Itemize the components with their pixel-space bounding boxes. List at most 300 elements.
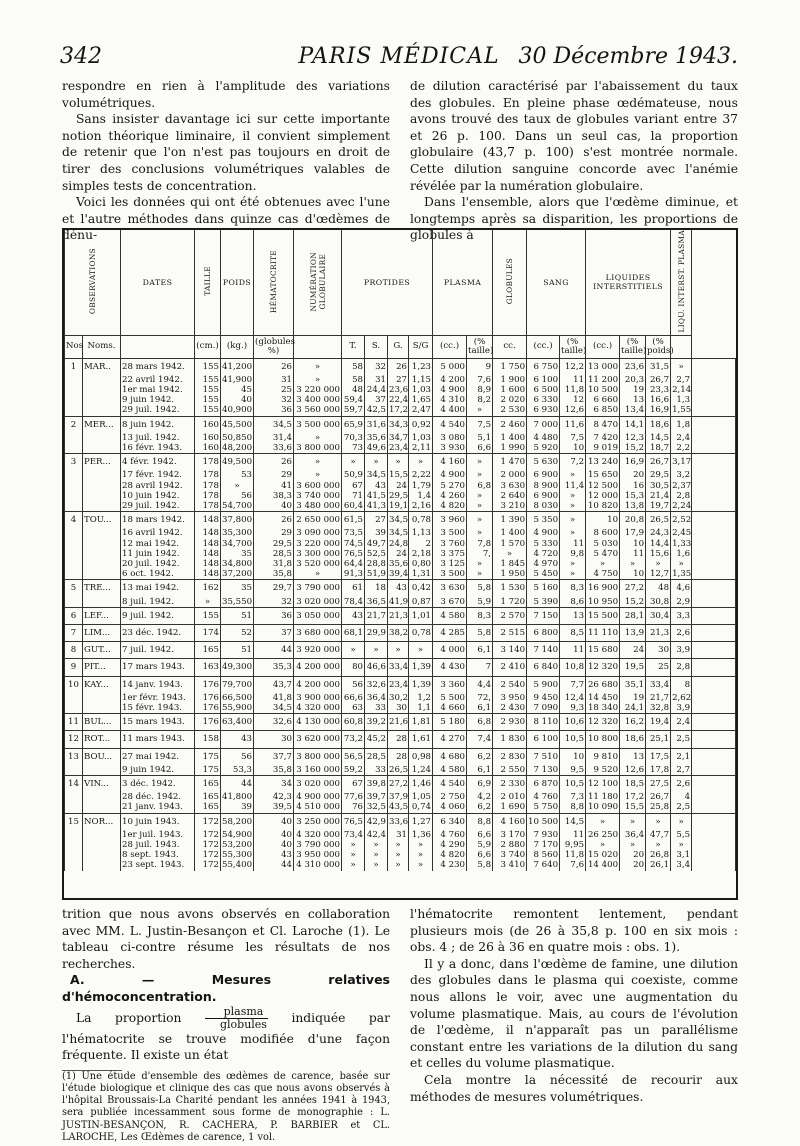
value-cell: 12,6 — [620, 765, 646, 776]
observation-number — [65, 549, 83, 559]
value-cell: 19,5 — [620, 659, 646, 676]
value-cell: 20,8 — [620, 512, 646, 529]
value-cell: 1,3 — [671, 395, 692, 405]
value-cell: 44 — [254, 860, 294, 870]
value-cell: 4 130 000 — [294, 714, 342, 731]
value-cell: 39,2 — [365, 714, 388, 731]
value-cell: 28 — [388, 731, 409, 748]
value-cell: 19,7 — [646, 501, 671, 512]
value-cell: 1 400 — [493, 433, 527, 443]
value-cell: 1,2 — [409, 693, 433, 703]
value-cell: 8 560 — [527, 850, 560, 860]
value-cell: 32 — [254, 597, 294, 608]
table-row — [65, 850, 736, 860]
value-cell: 6,1 — [467, 765, 493, 776]
value-cell: » — [409, 850, 433, 860]
value-cell: 34,5 — [389, 528, 409, 539]
empty-cell — [692, 501, 736, 512]
value-cell: 27,2 — [388, 776, 409, 793]
value-cell: 2,11 — [409, 443, 433, 454]
value-cell: 79,700 — [221, 676, 254, 693]
value-cell: 6,6 — [467, 443, 493, 454]
value-cell: 4 310 — [433, 395, 467, 405]
value-cell: 0,87 — [409, 597, 433, 608]
value-cell: 40 — [254, 830, 294, 840]
value-cell: » — [671, 813, 692, 830]
value-cell: » — [388, 642, 409, 659]
value-cell: 16 900 — [586, 580, 620, 597]
value-cell: 1,46 — [409, 776, 433, 793]
value-cell: 91,3 — [342, 569, 365, 580]
observation-number — [65, 840, 83, 850]
value-cell: 1 570 — [493, 539, 527, 549]
value-cell: » — [365, 860, 388, 870]
value-cell: 6 930 — [527, 405, 560, 416]
value-cell: 35,550 — [222, 596, 253, 607]
table-row — [65, 358, 736, 375]
value-cell: 7 930 — [527, 830, 560, 840]
observation-number: 3 — [65, 454, 83, 471]
subheader-cell: (cc.) — [527, 335, 560, 358]
patient-name — [83, 433, 121, 443]
page-number: 342 — [60, 44, 102, 69]
value-cell: 26 680 — [586, 676, 620, 693]
value-cell: 53 — [221, 470, 254, 480]
patient-name: KAY... — [83, 676, 121, 693]
value-cell: 35,8 — [254, 569, 294, 580]
value-cell: 9,5 — [560, 765, 586, 776]
empty-cell — [692, 433, 736, 443]
value-cell: 7 130 — [527, 765, 560, 776]
value-cell: 49,7 — [365, 539, 388, 549]
value-cell: 178 — [195, 501, 221, 512]
value-cell: 2,5 — [671, 731, 692, 748]
value-cell: 11,4 — [560, 481, 586, 491]
value-cell: 3 140 — [493, 642, 527, 659]
value-cell: 160 — [195, 416, 221, 433]
value-cell: 15 680 — [586, 642, 620, 659]
value-cell: 10 090 — [586, 802, 620, 813]
value-cell: 65,9 — [342, 416, 365, 433]
value-cell: 1,01 — [409, 607, 433, 624]
value-cell: 6 100 — [527, 375, 560, 385]
value-cell: 4 310 000 — [294, 860, 342, 870]
value-cell: 42,5 — [365, 405, 388, 416]
date-cell: 16 févr. 1943. — [121, 443, 195, 454]
value-cell: 7,8 — [467, 539, 493, 549]
value-cell: 36 — [254, 607, 294, 624]
value-cell: 3 050 000 — [294, 607, 342, 624]
value-cell: 2,37 — [672, 480, 692, 491]
value-cell: 9 019 — [586, 443, 620, 454]
patient-name: MAR.. — [83, 358, 121, 375]
value-cell: 176 — [195, 693, 221, 703]
value-cell: 14,5 — [646, 433, 671, 443]
value-cell: 2,8 — [671, 659, 692, 676]
empty-cell — [692, 443, 736, 454]
value-cell: » — [467, 491, 493, 501]
value-cell: 6 900 — [527, 470, 560, 480]
value-cell: 27 — [365, 512, 388, 529]
value-cell: 4 900 — [433, 385, 467, 395]
table-row — [65, 748, 736, 765]
empty-cell — [692, 405, 736, 416]
observation-number: 6 — [65, 607, 83, 624]
value-cell: 19,1 — [389, 500, 409, 511]
value-cell: 2 880 — [493, 840, 527, 850]
date-cell: 1er juil. 1943. — [121, 830, 195, 840]
value-cell: 4,6 — [671, 580, 692, 597]
patient-name: TOU... — [83, 512, 121, 529]
value-cell: 32,5 — [365, 802, 388, 813]
value-cell: 10 — [560, 748, 586, 765]
value-cell: 29 — [254, 528, 294, 538]
value-cell: 4 480 — [527, 433, 560, 443]
value-cell: 48,200 — [222, 442, 253, 453]
value-cell: 172 — [195, 850, 221, 860]
value-cell: 2 930 — [493, 714, 527, 731]
patient-name: LEF... — [83, 607, 121, 624]
observation-number — [65, 405, 83, 416]
value-cell: 4 000 — [433, 642, 467, 659]
empty-cell — [692, 454, 736, 471]
value-cell: 5,9 — [467, 597, 493, 608]
value-cell: 4 060 — [433, 802, 467, 813]
value-cell: 5,8 — [467, 860, 493, 870]
value-cell: 32 — [365, 358, 388, 375]
value-cell: 2 640 — [493, 491, 527, 501]
value-cell: 5 270 — [433, 481, 467, 491]
value-cell: 33,4 — [388, 659, 409, 676]
value-cell: 29,5 — [389, 490, 409, 501]
value-cell: » — [467, 569, 493, 580]
value-cell: 5 450 — [527, 569, 560, 580]
observation-number — [65, 375, 83, 385]
value-cell: 2 000 — [493, 470, 527, 480]
paragraph-start: La proportion — [76, 1010, 182, 1025]
value-cell: 8 600 — [586, 528, 620, 538]
value-cell: 172 — [195, 830, 221, 840]
value-cell: 32,6 — [365, 676, 388, 693]
value-cell: 4 540 — [433, 416, 467, 433]
value-cell: 36,4 — [620, 830, 646, 840]
value-cell: 45,2 — [365, 731, 388, 748]
value-cell: 39 — [221, 802, 254, 813]
value-cell: 23,4 — [389, 442, 409, 453]
empty-cell — [692, 776, 736, 793]
table-row — [65, 385, 736, 395]
value-cell: 22,4 — [389, 395, 409, 406]
value-cell: 48 — [646, 580, 671, 597]
value-cell: 43 — [365, 481, 388, 491]
value-cell: 15 500 — [586, 607, 620, 624]
empty-cell — [692, 748, 736, 765]
value-cell: 4 580 — [433, 765, 467, 776]
value-cell: 172 — [195, 813, 221, 830]
subheader-cell: (cm.) — [195, 335, 221, 358]
value-cell: » — [671, 840, 692, 850]
value-cell: 31,4 — [254, 433, 294, 443]
value-cell: 4 760 — [433, 830, 467, 840]
table-row — [65, 501, 736, 512]
section-heading: A. — Mesures relatives d'hémoconcentration. — [62, 972, 390, 1004]
value-cell: 5 500 — [433, 693, 467, 703]
observation-number — [65, 559, 83, 569]
value-cell: 155 — [195, 607, 221, 624]
value-cell: » — [294, 454, 342, 471]
value-cell: 6,1 — [467, 642, 493, 659]
observation-number — [65, 693, 83, 703]
value-cell: 25 — [254, 385, 294, 395]
value-cell: 10 500 — [586, 385, 620, 395]
value-cell: 61,5 — [342, 512, 365, 529]
observation-number — [65, 481, 83, 491]
value-cell: 2 530 — [493, 405, 527, 416]
value-cell: 39,8 — [365, 776, 388, 793]
value-cell: 3 500 — [433, 528, 467, 538]
table-row — [65, 539, 736, 549]
observation-number — [65, 597, 83, 608]
value-cell: 34,7 — [389, 432, 409, 443]
value-cell: 1,79 — [409, 481, 433, 491]
date-cell: 3 déc. 1942. — [121, 776, 195, 793]
value-cell: 12 500 — [586, 481, 620, 491]
value-cell: 3 400 000 — [294, 395, 342, 405]
value-cell: 10 820 — [586, 501, 620, 512]
value-cell: 15,5 — [620, 802, 646, 813]
value-cell: » — [671, 358, 692, 375]
value-cell: 51,9 — [365, 569, 388, 580]
subheader-cell — [121, 335, 195, 358]
subheader-cell: Nos — [65, 335, 83, 358]
empty-cell — [692, 416, 736, 433]
value-cell: 11 — [560, 375, 586, 385]
value-cell: 11 — [560, 642, 586, 659]
value-cell: 59,2 — [342, 765, 365, 776]
value-cell: 1,35 — [672, 569, 692, 580]
value-cell: 12 000 — [586, 491, 620, 501]
value-cell: » — [586, 840, 620, 850]
value-cell: 10 — [586, 512, 620, 529]
value-cell: 1,31 — [409, 569, 433, 580]
patient-name — [83, 385, 121, 395]
value-cell: 58,200 — [221, 813, 254, 830]
value-cell: 155 — [195, 385, 221, 395]
value-cell: 24 — [388, 481, 409, 491]
observation-number — [65, 433, 83, 443]
fraction — [205, 1006, 268, 1031]
patient-name — [83, 569, 121, 580]
value-cell: 7 420 — [586, 433, 620, 443]
value-cell: » — [388, 850, 409, 860]
empty-cell — [692, 528, 736, 538]
value-cell: 25,1 — [646, 731, 671, 748]
value-cell: 1,27 — [409, 813, 433, 830]
value-cell: 23,3 — [646, 385, 671, 395]
value-cell: 21,3 — [646, 624, 671, 641]
value-cell: 55,300 — [222, 850, 253, 861]
date-cell: 9 juin 1942. — [121, 395, 195, 405]
table-row — [65, 659, 736, 676]
fraction-numerator: plasma — [205, 1006, 268, 1019]
header-plasma: PLASMA — [433, 230, 493, 335]
date-cell: 6 oct. 1942. — [121, 569, 195, 580]
observation-number — [65, 860, 83, 870]
value-cell: 2 430 — [493, 703, 527, 714]
value-cell: 43,7 — [254, 676, 294, 693]
value-cell: 165 — [195, 802, 221, 813]
value-cell: 20 — [620, 850, 646, 860]
value-cell: 21,3 — [388, 607, 409, 624]
value-cell: 7, — [467, 549, 493, 559]
value-cell: 35,6 — [389, 558, 409, 569]
value-cell: 58 — [342, 358, 365, 375]
value-cell: 1,03 — [409, 385, 433, 395]
date-cell: 11 juin 1942. — [121, 549, 195, 559]
page-header — [60, 44, 738, 78]
observation-number — [65, 850, 83, 860]
table-row — [65, 792, 736, 802]
value-cell: 21,6 — [388, 714, 409, 731]
value-cell: 15,3 — [620, 491, 646, 501]
value-cell: » — [195, 597, 221, 608]
value-cell: » — [342, 454, 365, 471]
paragraph: trition que nous avons observés en collaboration avec MM. L. Justin-Besançon et Cl. Laroche (1). Le tableau ci-contre résume les résultats de nos recherches. — [62, 907, 390, 971]
value-cell: 26,5 — [389, 764, 409, 775]
value-cell: 3 360 — [433, 676, 467, 693]
value-cell: 24,8 — [389, 538, 409, 549]
empty-cell — [692, 559, 736, 569]
value-cell: » — [560, 559, 586, 569]
value-cell: 18 340 — [586, 703, 620, 714]
value-cell: 48 — [342, 385, 365, 395]
value-cell: 2,47 — [409, 405, 433, 416]
value-cell: » — [388, 860, 409, 870]
value-cell: 46,6 — [365, 659, 388, 676]
value-cell: » — [560, 512, 586, 529]
value-cell: 16,9 — [620, 454, 646, 471]
value-cell: 40,900 — [222, 405, 253, 416]
value-cell: 1,39 — [409, 676, 433, 693]
value-cell: » — [294, 375, 342, 385]
observation-number: 12 — [65, 731, 83, 748]
value-cell: 34,3 — [388, 416, 409, 433]
value-cell: 2 515 — [493, 624, 527, 641]
value-cell: 1 720 — [493, 597, 527, 608]
subheader-cell: cc. — [493, 335, 527, 358]
value-cell: 9 520 — [586, 765, 620, 776]
value-cell: 1 845 — [493, 559, 527, 569]
value-cell: 40 — [254, 813, 294, 830]
date-cell: 28 déc. 1942. — [121, 792, 195, 802]
value-cell: 2,8 — [671, 491, 692, 501]
value-cell: 148 — [195, 528, 221, 538]
header-numeration: NUMÉRATION GLOBULAIRE — [308, 251, 327, 312]
value-cell: 27,5 — [646, 776, 671, 793]
value-cell: » — [365, 840, 388, 850]
value-cell: 2 550 — [493, 765, 527, 776]
value-cell: 7,6 — [560, 860, 586, 870]
patient-name — [83, 405, 121, 416]
value-cell: 10 — [620, 539, 646, 549]
subheader-cell: G. — [388, 335, 409, 358]
value-cell: 35,6 — [365, 433, 388, 443]
empty-cell — [692, 580, 736, 597]
table-row — [65, 731, 736, 748]
value-cell: 1 690 — [493, 802, 527, 813]
observation-number — [65, 830, 83, 840]
date-cell: 17 févr. 1942. — [121, 470, 195, 480]
value-cell: » — [342, 840, 365, 850]
value-cell: 3 520 000 — [294, 559, 342, 569]
value-cell: 50,850 — [222, 432, 253, 443]
table-row — [65, 714, 736, 731]
observation-number: 11 — [65, 714, 83, 731]
value-cell: 19 — [620, 385, 646, 395]
value-cell: 3 790 000 — [294, 840, 342, 850]
value-cell: 1,4 — [409, 491, 433, 501]
value-cell: 41,3 — [365, 501, 388, 512]
table-row — [65, 840, 736, 850]
date-cell: 13 juil. 1942. — [121, 433, 195, 443]
date-cell: 18 mars 1942. — [121, 512, 195, 529]
value-cell: 45,500 — [221, 416, 254, 433]
patient-name — [83, 470, 121, 480]
text-column-bottom-right — [410, 906, 738, 1105]
value-cell: 4 270 — [433, 731, 467, 748]
value-cell: 8 470 — [586, 416, 620, 433]
value-cell: 29,5 — [254, 539, 294, 549]
value-cell: 25 — [646, 659, 671, 676]
value-cell: » — [342, 860, 365, 870]
value-cell: 77,6 — [342, 792, 365, 802]
value-cell: 41 — [254, 481, 294, 491]
value-cell: 41,8 — [254, 693, 294, 703]
patient-name — [83, 559, 121, 569]
date-cell: 1er mai 1942. — [121, 385, 195, 395]
value-cell: 26,5 — [646, 512, 671, 529]
table-row — [65, 395, 736, 405]
value-cell: 3,3 — [671, 607, 692, 624]
patient-name: BUL... — [83, 714, 121, 731]
value-cell: 172 — [195, 860, 221, 870]
value-cell: 29,9 — [365, 624, 388, 641]
paragraph: de dilution caractérisé par l'abaissement du taux des globules. En pleine phase œdémateuse, nous avons trouvé des taux de globules variant entre 37 et 26 p. 100. Dans un seul cas, la proportion globulaire (43,7 p. 100) s'est montrée normale. Cette dilution sanguine concorde avec l'anémie révélée par la numération globulaire. — [410, 79, 738, 193]
value-cell: 2,4 — [671, 433, 692, 443]
patient-name — [83, 765, 121, 776]
value-cell: 8 110 — [527, 714, 560, 731]
date-cell: 29 juil. 1942. — [121, 501, 195, 512]
value-cell: » — [409, 860, 433, 870]
date-cell: 27 mai 1942. — [121, 748, 195, 765]
date-cell: 10 juin 1942. — [121, 491, 195, 501]
value-cell: 3 950 000 — [294, 850, 342, 860]
value-cell: 16 — [620, 481, 646, 491]
value-cell: 7 640 — [527, 860, 560, 870]
value-cell: 1 390 — [493, 512, 527, 529]
header-liqu-plasma: LIQU. INTERST. PLASMA — [676, 230, 686, 333]
value-cell: 19 — [620, 693, 646, 703]
value-cell: 30 — [646, 642, 671, 659]
value-cell: 12 320 — [586, 659, 620, 676]
value-cell: 49,300 — [221, 659, 254, 676]
value-cell: » — [221, 481, 254, 491]
empty-cell — [692, 792, 736, 802]
value-cell: 5 350 — [527, 512, 560, 529]
value-cell: 2 570 — [493, 607, 527, 624]
value-cell: 1 530 — [493, 580, 527, 597]
value-cell: 34 — [254, 776, 294, 793]
